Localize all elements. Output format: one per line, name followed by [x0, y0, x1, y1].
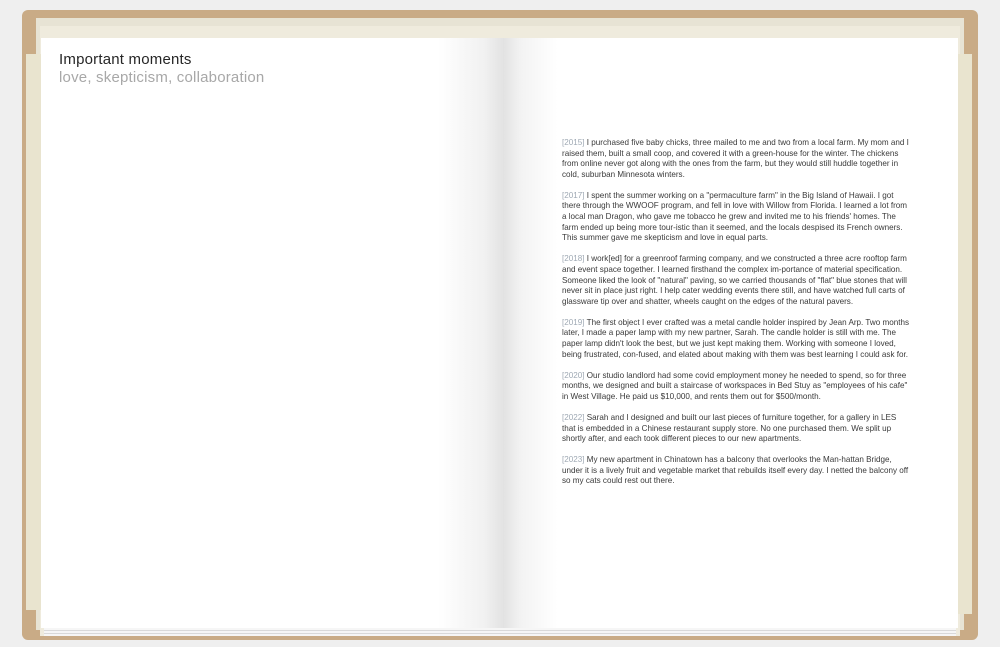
entry-year: [2020]	[562, 370, 585, 380]
timeline-entry	[562, 318, 912, 360]
title-block	[59, 51, 264, 87]
entry-year: [2019]	[562, 317, 585, 327]
page-stack-edges	[44, 628, 956, 636]
entry-text: The first object I ever crafted was a metal candle holder inspired by Jean Arp. Two months later, I made a paper lamp with my new partner, Sarah. The candle holder is still with me. The paper lamp didn't look the best, but we just kept making them. Working with someone I loved, being frustrated, con-fused, and elated about making with them was best learning I could ask for.	[562, 317, 910, 359]
timeline-entry	[562, 413, 912, 445]
timeline-entries	[562, 138, 912, 498]
entry-text: Our studio landlord had some covid employment money he needed to spend, so for three months, we designed and built a staircase of workspaces in Bed Stuy as "employees of his cafe" in West Village. He paid us $10,000, and rents them out for $500/month.	[562, 370, 908, 401]
entry-year: [2023]	[562, 455, 585, 465]
timeline-entry	[562, 191, 912, 244]
entry-year: [2015]	[562, 138, 585, 147]
left-edge-tab	[26, 54, 42, 610]
timeline-entry	[562, 254, 912, 307]
entry-text: Sarah and I designed and built our last pieces of furniture together, for a gallery in LES that is embedded in a Chinese restaurant supply store. No one purchased them. We split up shortly after, and each took different pieces to our new apartments.	[562, 412, 897, 444]
left-page	[41, 38, 503, 628]
timeline-entry	[562, 455, 912, 487]
right-page	[503, 38, 958, 628]
timeline-entry	[562, 371, 912, 403]
entry-text: I spent the summer working on a "permaculture farm" in the Big Island of Hawaii. I got there through the WWOOF program, and fell in love with Willow from Florida. I learned a lot from a local man Dragon, who gave me tobacco he grew and invited me to his friends' homes. The farm ended up being more tour-istic than it seemed, and the locals despised its French owners. This summer gave me skepticism and love in equal parts.	[562, 190, 908, 243]
page-subtitle: love, skepticism, collaboration	[59, 69, 265, 86]
entry-text: I work[ed] for a greenroof farming company, and we constructed a three acre rooftop farm and event space together. I learned firsthand the complex im-portance of material specification. Someone liked the look of "natural" paving, so we carried thousands of "flat" blue stones that will never sit in place just right. I help cater wedding events there still, and have watched full carts of glassware tip over and shatter, wheels caught on the edges of the natural pavers.	[562, 254, 907, 306]
entry-year: [2017]	[562, 190, 585, 200]
right-edge-tab	[958, 54, 972, 614]
entry-text: I purchased five baby chicks, three mailed to me and two from a local farm. My mom and I raised them, built a small coop, and covered it with a green-house for the winter. The chickens from online never got along with the ones from the farm, but they would still huddle together in cold, suburban Minnesota winters.	[562, 138, 909, 179]
timeline-entry	[562, 138, 912, 180]
entry-text: My new apartment in Chinatown has a balcony that overlooks the Man-hattan Bridge, under it is a lively fruit and vegetable market that rebuilds itself every day. I netted the balcony off so my cats could rest out there.	[562, 455, 909, 486]
entry-year: [2018]	[562, 254, 585, 264]
entry-year: [2022]	[562, 412, 585, 422]
page-title: Important moments	[59, 51, 192, 68]
